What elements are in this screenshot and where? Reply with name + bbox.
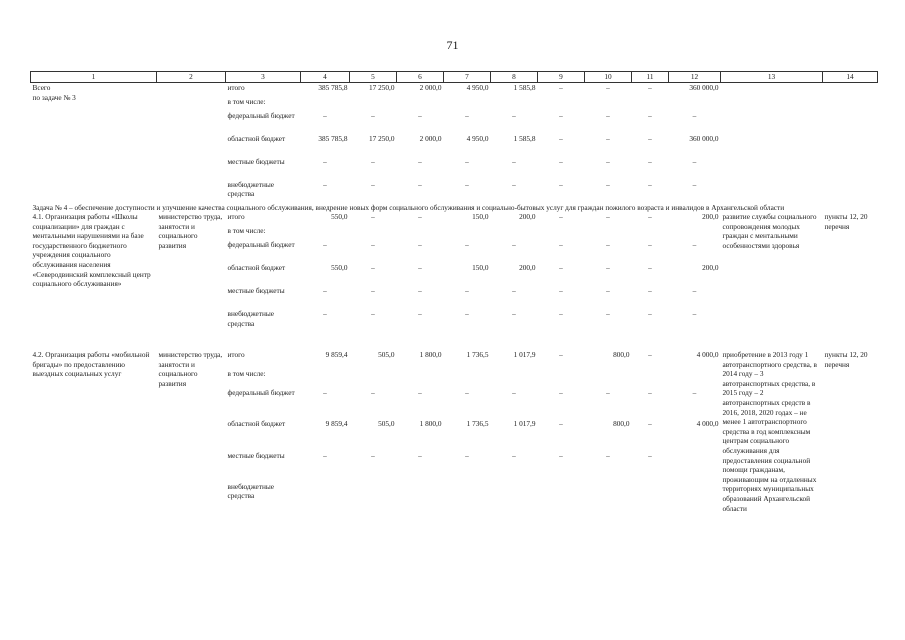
amount-cell: –: [559, 179, 563, 189]
amount-cell: [669, 369, 721, 388]
amount-cell: [538, 482, 585, 513]
amount-cell: –: [418, 286, 422, 296]
amount-cell: –: [323, 286, 327, 296]
executor: министерство труда, занятости и социального развития: [158, 350, 223, 388]
funding-source: местные бюджеты: [227, 286, 285, 296]
funding-source: итого: [227, 212, 245, 222]
amount-cell: [632, 482, 669, 513]
amount-cell: –: [465, 240, 469, 250]
amount-cell: –: [371, 263, 375, 273]
amount-cell: –: [465, 110, 469, 120]
amount-cell: –: [648, 388, 652, 398]
amount-cell: [350, 369, 397, 388]
amount-cell: –: [606, 156, 610, 166]
amount-cell: [397, 97, 444, 111]
amount-cell: [669, 482, 721, 513]
amount-cell: –: [606, 110, 610, 120]
amount-cell: –: [465, 179, 469, 189]
measure-title: 4.1. Организация работы «Школы социализации» для граждан с ментальными нарушениями на базе государственного бюджетного учреждения социального обслуживания населения «Северодвинский комплексный центр социального обслуживания»: [32, 212, 151, 289]
amount-cell: [669, 451, 721, 482]
task-heading-row: [31, 203, 878, 213]
amount-cell: [538, 97, 585, 111]
amount-cell: –: [606, 286, 610, 296]
amount-cell: –: [418, 212, 422, 222]
col-header: 2: [157, 72, 226, 83]
funding-source: федеральный бюджет: [227, 388, 295, 398]
amount-cell: –: [371, 450, 375, 460]
col-header: 8: [491, 72, 538, 83]
amount-cell: 150,0: [472, 212, 489, 222]
amount-cell: –: [323, 110, 327, 120]
amount-cell: –: [606, 263, 610, 273]
amount-cell: [350, 482, 397, 513]
amount-cell: –: [648, 83, 652, 92]
amount-cell: –: [559, 263, 563, 273]
amount-cell: [444, 482, 491, 513]
amount-cell: 4 950,0: [466, 133, 489, 143]
amount-cell: 200,0: [702, 212, 719, 222]
measure-title: 4.2. Организация работы «мобильной бригады» по предоставлению выездных социальных услуг: [32, 350, 150, 379]
amount-cell: –: [606, 212, 610, 222]
amount-cell: [491, 226, 538, 240]
amount-cell: –: [692, 309, 697, 319]
amount-cell: 1 585,8: [513, 83, 536, 92]
amount-cell: 200,0: [519, 212, 536, 222]
amount-cell: 150,0: [472, 263, 489, 273]
col-header: 1: [31, 72, 157, 83]
amount-cell: –: [559, 350, 563, 360]
amount-cell: 800,0: [613, 419, 630, 429]
amount-cell: [585, 369, 632, 388]
amount-cell: –: [648, 240, 652, 250]
amount-cell: 4 000,0: [696, 350, 719, 360]
amount-cell: [538, 226, 585, 240]
amount-cell: 550,0: [331, 263, 348, 273]
amount-cell: [538, 369, 585, 388]
col-header: 4: [301, 72, 350, 83]
budget-row: [31, 83, 878, 97]
amount-cell: –: [692, 110, 697, 120]
col-header: 10: [585, 72, 632, 83]
funding-source: в том числе:: [227, 369, 266, 379]
amount-cell: –: [512, 179, 516, 189]
measure-title: Всего по задаче № 3: [32, 83, 76, 102]
amount-cell: [397, 482, 444, 513]
amount-cell: –: [559, 133, 563, 143]
funding-source: в том числе:: [227, 226, 266, 236]
amount-cell: [444, 97, 491, 111]
col-header: 13: [721, 72, 823, 83]
amount-cell: –: [418, 110, 422, 120]
amount-cell: –: [371, 388, 375, 398]
col-header: 5: [350, 72, 397, 83]
amount-cell: –: [692, 388, 697, 398]
amount-cell: –: [512, 309, 516, 319]
amount-cell: –: [559, 83, 563, 92]
amount-cell: –: [371, 212, 375, 222]
amount-cell: –: [418, 450, 422, 460]
amount-cell: 1 800,0: [419, 350, 442, 360]
amount-cell: –: [648, 133, 652, 143]
funding-source: итого: [227, 350, 245, 360]
amount-cell: –: [418, 388, 422, 398]
expected-result: [721, 83, 823, 203]
col-header: 3: [226, 72, 301, 83]
amount-cell: –: [559, 156, 563, 166]
amount-cell: –: [692, 286, 697, 296]
amount-cell: –: [648, 350, 652, 360]
amount-cell: 360 000,0: [689, 133, 719, 143]
funding-source: местные бюджеты: [227, 156, 285, 166]
page-number: 71: [446, 38, 459, 52]
amount-cell: –: [323, 309, 327, 319]
amount-cell: –: [606, 450, 610, 460]
amount-cell: [669, 226, 721, 240]
amount-cell: [301, 482, 350, 513]
amount-cell: –: [692, 156, 697, 166]
amount-cell: –: [371, 179, 375, 189]
basis-reference: пункты 12, 20 перечня: [824, 350, 868, 369]
amount-cell: [350, 97, 397, 111]
amount-cell: 4 000,0: [696, 419, 719, 429]
amount-cell: –: [559, 286, 563, 296]
amount-cell: [350, 226, 397, 240]
amount-cell: 1 585,8: [513, 133, 536, 143]
amount-cell: –: [512, 388, 516, 398]
amount-cell: 1 736,5: [466, 419, 489, 429]
expected-result: развитие службы социального сопровождения молодых граждан с ментальными особенностями здоровья: [722, 212, 817, 250]
amount-cell: –: [371, 240, 375, 250]
amount-cell: [397, 369, 444, 388]
amount-cell: –: [465, 286, 469, 296]
amount-cell: [669, 97, 721, 111]
amount-cell: –: [692, 240, 697, 250]
amount-cell: [491, 97, 538, 111]
amount-cell: 2 000,0: [419, 83, 442, 92]
amount-cell: –: [418, 309, 422, 319]
executor: [157, 83, 226, 203]
amount-cell: –: [465, 309, 469, 319]
amount-cell: –: [648, 419, 652, 429]
amount-cell: 360 000,0: [689, 83, 719, 92]
col-header: 14: [823, 72, 878, 83]
amount-cell: [491, 369, 538, 388]
basis-reference: [823, 83, 878, 203]
amount-cell: [632, 97, 669, 111]
amount-cell: –: [606, 240, 610, 250]
amount-cell: –: [648, 212, 652, 222]
amount-cell: 17 250,0: [368, 133, 395, 143]
amount-cell: 200,0: [519, 263, 536, 273]
amount-cell: –: [418, 263, 422, 273]
funding-source: областной бюджет: [227, 263, 286, 273]
funding-source: внебюджетные средства: [227, 179, 275, 199]
amount-cell: [444, 226, 491, 240]
amount-cell: 9 859,4: [325, 350, 348, 360]
amount-cell: –: [512, 450, 516, 460]
col-header: 7: [444, 72, 491, 83]
amount-cell: –: [648, 263, 652, 273]
amount-cell: –: [559, 388, 563, 398]
amount-cell: –: [648, 286, 652, 296]
amount-cell: –: [559, 419, 563, 429]
amount-cell: –: [371, 110, 375, 120]
amount-cell: –: [648, 309, 652, 319]
amount-cell: [585, 97, 632, 111]
funding-source: местные бюджеты: [227, 450, 285, 460]
amount-cell: [585, 226, 632, 240]
amount-cell: –: [323, 240, 327, 250]
funding-source: итого: [227, 83, 245, 92]
amount-cell: [444, 369, 491, 388]
col-header: 11: [632, 72, 669, 83]
amount-cell: –: [648, 110, 652, 120]
amount-cell: –: [371, 286, 375, 296]
amount-cell: –: [606, 388, 610, 398]
amount-cell: 800,0: [613, 350, 630, 360]
amount-cell: 17 250,0: [368, 83, 395, 92]
amount-cell: –: [465, 388, 469, 398]
amount-cell: 505,0: [378, 419, 395, 429]
funding-source: областной бюджет: [227, 419, 286, 429]
amount-cell: –: [465, 450, 469, 460]
executor: министерство труда, занятости и социального развития: [158, 212, 223, 250]
spacer: [31, 332, 878, 350]
amount-cell: –: [418, 179, 422, 189]
amount-cell: 550,0: [331, 212, 348, 222]
funding-source: в том числе:: [227, 96, 266, 106]
amount-cell: [632, 226, 669, 240]
amount-cell: –: [648, 156, 652, 166]
amount-cell: –: [371, 309, 375, 319]
amount-cell: [397, 226, 444, 240]
column-number-row: [31, 72, 878, 83]
amount-cell: –: [512, 156, 516, 166]
amount-cell: –: [512, 286, 516, 296]
funding-source: областной бюджет: [227, 133, 286, 143]
amount-cell: –: [512, 110, 516, 120]
col-header: 12: [669, 72, 721, 83]
budget-row: [31, 212, 878, 226]
amount-cell: –: [559, 309, 563, 319]
amount-cell: –: [512, 240, 516, 250]
amount-cell: –: [323, 179, 327, 189]
col-header: 9: [538, 72, 585, 83]
amount-cell: 505,0: [378, 350, 395, 360]
amount-cell: –: [418, 240, 422, 250]
amount-cell: –: [559, 110, 563, 120]
amount-cell: [585, 482, 632, 513]
task-heading: Задача № 4 – обеспечение доступности и улучшение качества социального обслуживания, внедрение новых форм социального обслуживания и социально-бытовых услуг для граждан пожилого возраста и инвалидов в Архангельской области: [32, 202, 785, 212]
budget-row: [31, 350, 878, 369]
amount-cell: –: [648, 450, 652, 460]
amount-cell: 2 000,0: [419, 133, 442, 143]
amount-cell: –: [323, 388, 327, 398]
amount-cell: [632, 369, 669, 388]
amount-cell: –: [371, 156, 375, 166]
amount-cell: 1 736,5: [466, 350, 489, 360]
amount-cell: –: [606, 179, 610, 189]
amount-cell: –: [606, 309, 610, 319]
funding-source: внебюджетные средства: [227, 481, 275, 501]
amount-cell: 4 950,0: [466, 83, 489, 92]
amount-cell: 385 785,8: [318, 133, 348, 143]
amount-cell: –: [323, 450, 327, 460]
funding-source: внебюджетные средства: [227, 309, 275, 328]
basis-reference: пункты 12, 20 перечня: [824, 212, 868, 231]
budget-table: [30, 71, 878, 513]
amount-cell: –: [323, 156, 327, 166]
amount-cell: 1 017,9: [513, 419, 536, 429]
amount-cell: 1 800,0: [419, 419, 442, 429]
col-header: 6: [397, 72, 444, 83]
amount-cell: –: [465, 156, 469, 166]
amount-cell: –: [648, 179, 652, 189]
amount-cell: –: [559, 450, 563, 460]
funding-source: федеральный бюджет: [227, 240, 295, 250]
amount-cell: [301, 97, 350, 111]
amount-cell: –: [559, 212, 563, 222]
amount-cell: 200,0: [702, 263, 719, 273]
amount-cell: –: [559, 240, 563, 250]
funding-source: федеральный бюджет: [227, 110, 295, 120]
amount-cell: –: [606, 133, 610, 143]
amount-cell: [301, 369, 350, 388]
amount-cell: [491, 482, 538, 513]
amount-cell: 385 785,8: [318, 83, 348, 92]
amount-cell: 1 017,9: [513, 350, 536, 360]
amount-cell: 9 859,4: [325, 419, 348, 429]
amount-cell: [301, 226, 350, 240]
expected-result: приобретение в 2013 году 1 автотранспортного средства, в 2014 году – 3 автотранспортных средства, в 2015 году – 2 автотранспортных средств в 2016, 2018, 2020 годах – не менее 1 автотранспортного средства в год комплексным центрам социального обслуживания для предоставления социальной помощи гражданам, проживающим на отдаленных территориях муниципальных образований Архангельской области: [722, 350, 817, 513]
amount-cell: –: [418, 156, 422, 166]
amount-cell: –: [606, 83, 610, 92]
amount-cell: –: [692, 179, 697, 189]
